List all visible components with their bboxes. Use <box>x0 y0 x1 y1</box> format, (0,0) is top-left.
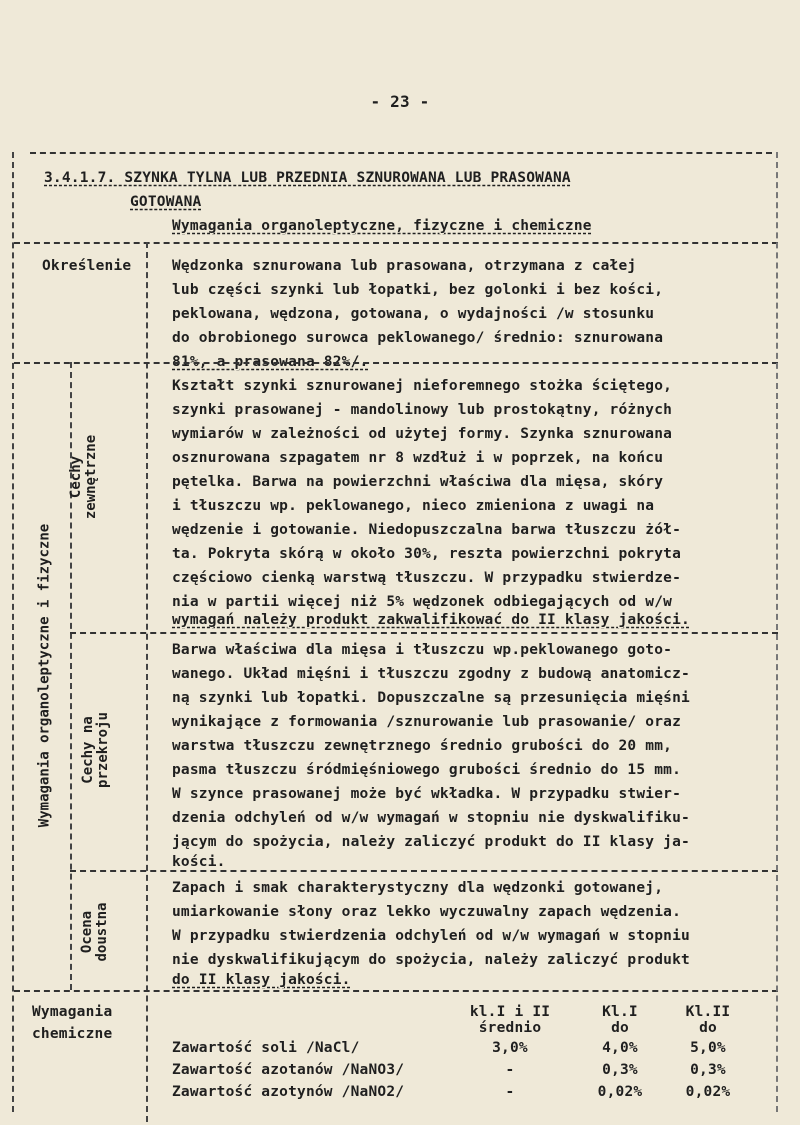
col-header-kl2-line1: Kl.II <box>685 1004 731 1020</box>
chem-row-kl2: 5,0% <box>690 1040 726 1056</box>
chem-row-avg: - <box>505 1084 515 1100</box>
cross-section-line: wanego. Układ mięśni i tłuszczu zgodny z budową anatomicz- <box>172 666 690 682</box>
left-margin-rule <box>12 152 14 1112</box>
definition-line: lub części szynki lub łopatki, bez golonki i bez kości, <box>172 282 664 298</box>
cross-section-line: kości. <box>172 854 226 870</box>
external-line: i tłuszczu wp. peklowanego, nieco zmieniona z uwagi na <box>172 498 655 514</box>
top-rule <box>30 152 772 154</box>
external-rule <box>70 632 778 634</box>
chem-row-kl1: 0,3% <box>602 1062 638 1078</box>
taste-label-line1: Ocena <box>79 910 95 954</box>
chemical-label-line2: chemiczne <box>32 1026 113 1042</box>
external-line: nia w partii więcej niż 5% wędzonek odbiegających od w/w <box>172 594 673 610</box>
chem-row-avg: - <box>505 1062 515 1078</box>
chem-row-name: Zawartość azotanów /NaNO3/ <box>172 1062 405 1078</box>
chem-row-kl2: 0,3% <box>690 1062 726 1078</box>
cross-section-line: jącym do spożycia, należy zaliczyć produkt do II klasy ja- <box>172 834 690 850</box>
definition-label: Określenie <box>42 258 132 274</box>
cross-section-label <box>81 695 113 805</box>
col-header-avg-line2: średnio <box>478 1020 542 1036</box>
external-line: wymagań należy produkt zakwalifikować do II klasy jakości. <box>172 612 690 628</box>
taste-line: Zapach i smak charakterystyczny dla wędzonki gotowanej, <box>172 880 664 896</box>
external-line: pętelka. Barwa na powierzchni właściwa dla mięsa, skóry <box>172 474 664 490</box>
cross-section-rule <box>70 870 778 872</box>
external-line: wymiarów w zależności od użytej formy. Szynka sznurowana <box>172 426 673 442</box>
cross-label-line2: przekroju <box>95 712 111 788</box>
chem-row-kl1: 0,02% <box>597 1084 643 1100</box>
external-label-line1: Cechy <box>68 455 84 499</box>
section-subtitle: Wymagania organoleptyczne, fizyczne i chemiczne <box>172 218 592 234</box>
cross-section-line: ną szynki lub łopatki. Dopuszczalne są przesunięcia mięśni <box>172 690 690 706</box>
cross-section-line: wynikające z formowania /sznurowanie lub prasowanie/ oraz <box>172 714 681 730</box>
cross-section-line: warstwa tłuszczu zewnętrznego średnio grubości do 20 mm, <box>172 738 673 754</box>
chem-row-name: Zawartość soli /NaCl/ <box>172 1040 360 1056</box>
external-line: osznurowana szpagatem nr 8 wzdłuż i w poprzek, na końcu <box>172 450 664 466</box>
external-line: Kształt szynki sznurowanej nieforemnego stożka ściętego, <box>172 378 673 394</box>
heading-rule <box>14 242 778 244</box>
cross-section-line: dzenia odchyleń od w/w wymagań w stopniu nie dyskwalifiku- <box>172 810 690 826</box>
external-line: ta. Pokryta skórą w około 30%, reszta powierzchni pokryta <box>172 546 681 562</box>
definition-line: 81%, a prasowana 82%/. <box>172 354 369 370</box>
col-header-avg <box>440 1004 580 1036</box>
external-features-label <box>69 417 101 537</box>
col-header-kl2 <box>668 1004 748 1036</box>
cross-section-line: pasma tłuszczu śródmięśniowego grubości średnio do 15 mm. <box>172 762 681 778</box>
definition-rule <box>14 362 778 364</box>
organoleptic-group-label: Wymagania organoleptyczne i fizyczne <box>36 523 53 828</box>
chem-row-kl1: 4,0% <box>602 1040 638 1056</box>
col-header-kl1-line2: do <box>611 1020 629 1036</box>
external-line: wędzenie i gotowanie. Niedopuszczalna barwa tłuszczu żół- <box>172 522 681 538</box>
definition-line: Wędzonka sznurowana lub prasowana, otrzymana z całej <box>172 258 637 274</box>
organoleptic-rule <box>14 990 778 992</box>
external-label-line2: zewnętrzne <box>83 434 99 520</box>
cross-label-line1: Cechy na <box>80 716 96 784</box>
taste-line: umiarkowanie słony oraz lekko wyczuwalny zapach wędzenia. <box>172 904 681 920</box>
definition-line: do obrobionego surowca peklowanego/ średnio: sznurowana <box>172 330 664 346</box>
col-header-kl1 <box>580 1004 660 1036</box>
taste-line: nie dyskwalifikującym do spożycia, należy zaliczyć produkt <box>172 952 690 968</box>
col-header-kl1-line1: Kl.I <box>602 1004 638 1020</box>
taste-label <box>80 892 112 972</box>
col-header-avg-line1: kl.I i II <box>469 1004 551 1020</box>
external-line: częściowo cienką warstwą tłuszczu. W przypadku stwierdze- <box>172 570 681 586</box>
taste-line: do II klasy jakości. <box>172 972 351 988</box>
col-header-kl2-line2: do <box>699 1020 717 1036</box>
taste-label-line2: doustna <box>94 902 110 962</box>
chem-row-kl2: 0,02% <box>685 1084 731 1100</box>
right-margin-rule <box>776 152 778 1112</box>
taste-line: W przypadku stwierdzenia odchyleń od w/w wymagań w stopniu <box>172 928 690 944</box>
external-line: szynki prasowanej - mandolinowy lub prostokątny, różnych <box>172 402 673 418</box>
definition-line: peklowana, wędzona, gotowana, o wydajności /w stosunku <box>172 306 655 322</box>
section-heading-cont: GOTOWANA <box>130 194 202 210</box>
section-heading: 3.4.1.7. SZYNKA TYLNA LUB PRZEDNIA SZNUROWANA LUB PRASOWANA <box>44 170 571 186</box>
chemical-label-line1: Wymagania <box>32 1004 113 1020</box>
cross-section-line: W szynce prasowanej może być wkładka. W przypadku stwier- <box>172 786 681 802</box>
page-number: - 23 - <box>370 92 430 111</box>
chem-row-name: Zawartość azotynów /NaNO2/ <box>172 1084 405 1100</box>
cross-section-line: Barwa właściwa dla mięsa i tłuszczu wp.peklowanego goto- <box>172 642 673 658</box>
chem-row-avg: 3,0% <box>492 1040 528 1056</box>
